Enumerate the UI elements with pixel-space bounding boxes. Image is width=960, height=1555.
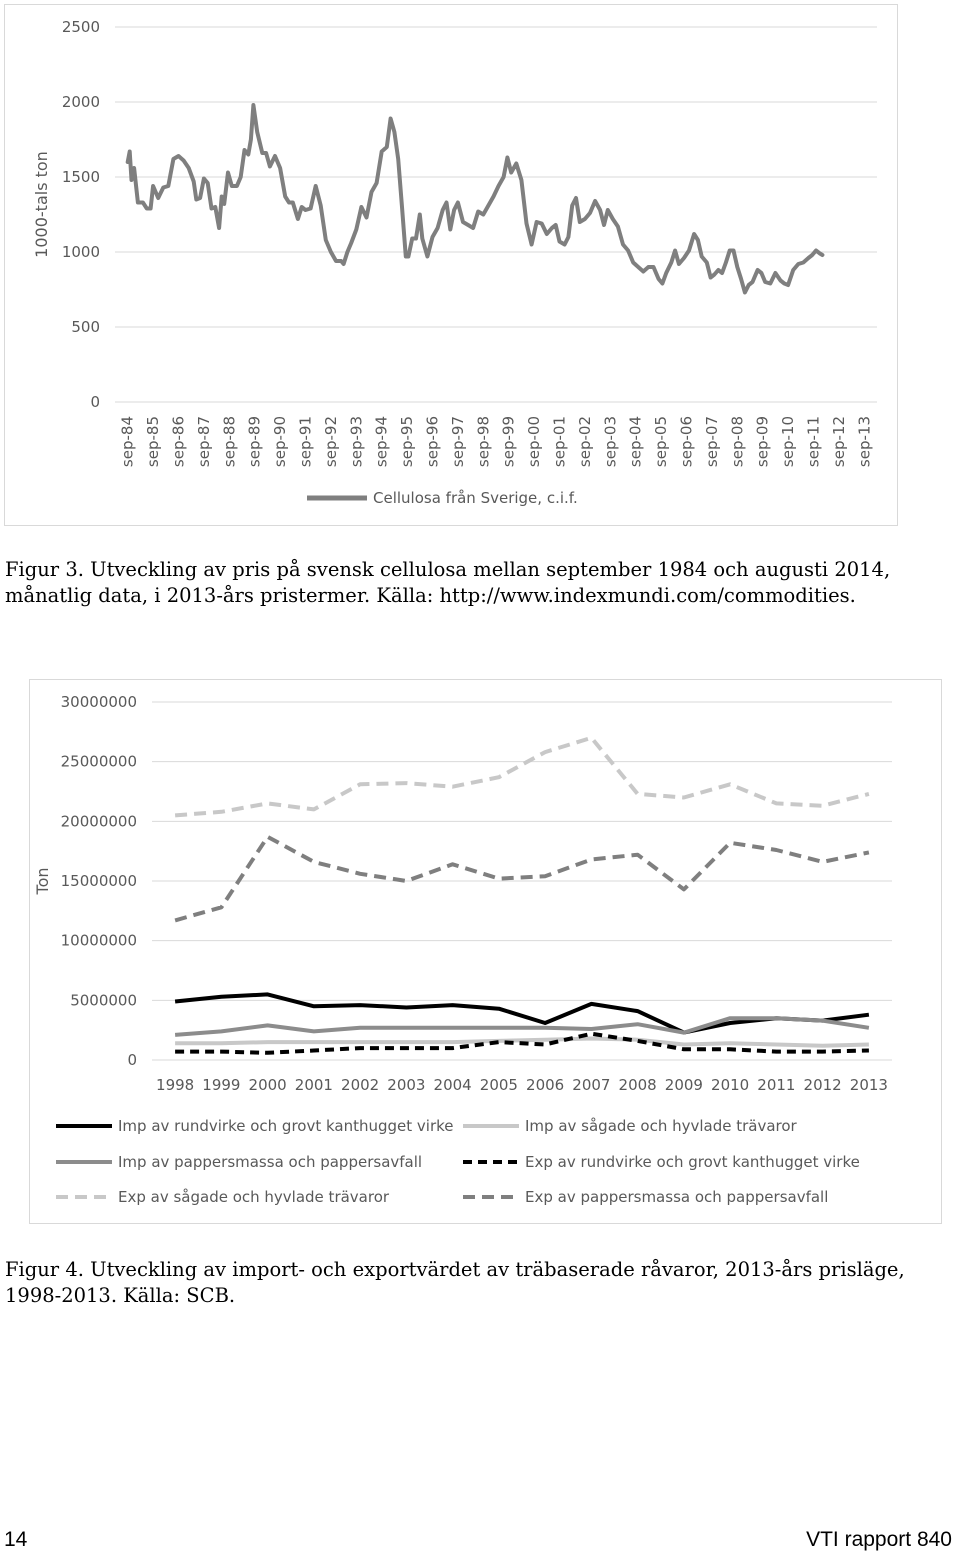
x-tick-label: sep-91 [296, 416, 315, 468]
y-axis-title: 1000-tals ton [32, 151, 51, 258]
figure4-chart [29, 679, 942, 1224]
x-tick-label: 2011 [757, 1076, 796, 1094]
figure4-caption-line1: Figur 4. Utveckling av import- och exportvärdet av träbaserade råvaror, 2013-års prisläge, [5, 1258, 905, 1281]
x-tick-label: 1998 [156, 1076, 195, 1094]
x-tick-label: 2003 [387, 1076, 426, 1094]
x-tick-label: sep-99 [499, 416, 518, 468]
y-tick-label: 10000000 [60, 931, 137, 950]
x-tick-label: sep-84 [118, 416, 137, 468]
x-tick-label: 2000 [248, 1076, 287, 1094]
x-tick-label: 2007 [572, 1076, 611, 1094]
x-tick-label: 2010 [711, 1076, 750, 1094]
x-tick-label: 1999 [202, 1076, 241, 1094]
x-tick-label: sep-86 [169, 416, 188, 468]
x-tick-label: sep-88 [220, 416, 239, 468]
legend-label: Exp av rundvirke och grovt kanthugget virke [525, 1153, 860, 1171]
legend-label: Exp av pappersmassa och pappersavfall [525, 1188, 829, 1206]
y-tick-label: 0 [127, 1051, 137, 1069]
x-tick-label: sep-98 [474, 416, 493, 468]
x-tick-label: sep-87 [194, 416, 213, 468]
x-tick-label: sep-01 [550, 416, 569, 468]
x-tick-label: sep-96 [423, 416, 442, 468]
y-tick-label: 2500 [61, 18, 100, 36]
y-tick-label: 30000000 [60, 693, 137, 711]
x-tick-label: 2004 [433, 1076, 472, 1094]
x-tick-label: sep-93 [347, 416, 366, 468]
x-tick-label: sep-85 [144, 416, 163, 468]
x-tick-label: 2006 [526, 1076, 565, 1094]
legend-label: Imp av rundvirke och grovt kanthugget virke [118, 1117, 454, 1135]
x-tick-label: 2001 [294, 1076, 333, 1094]
x-tick-label: sep-89 [245, 416, 264, 468]
x-tick-label: sep-12 [829, 416, 848, 468]
y-tick-label: 500 [71, 318, 100, 336]
y-tick-label: 20000000 [60, 812, 137, 831]
figure4-caption [5, 1257, 945, 1309]
x-tick-label: sep-11 [804, 416, 823, 468]
report-name: VTI rapport 840 [806, 1528, 952, 1551]
page-number: 14 [4, 1528, 28, 1551]
y-tick-label: 25000000 [60, 752, 137, 771]
x-tick-label: sep-92 [321, 416, 340, 468]
x-tick-label: sep-10 [779, 416, 798, 468]
x-tick-label: sep-07 [702, 416, 721, 468]
x-tick-label: sep-06 [677, 416, 696, 468]
x-tick-label: sep-13 [855, 416, 874, 468]
x-tick-label: 2013 [849, 1076, 888, 1094]
x-tick-label: sep-00 [525, 416, 544, 468]
x-tick-label: 2012 [803, 1076, 842, 1094]
y-tick-label: 15000000 [60, 872, 137, 890]
series-line [128, 105, 823, 293]
y-tick-label: 2000 [61, 93, 100, 111]
x-tick-label: sep-03 [601, 416, 620, 468]
series-line [175, 738, 869, 816]
legend-label: Imp av pappersmassa och pappersavfall [118, 1153, 423, 1171]
x-tick-label: sep-09 [753, 416, 772, 468]
y-tick-label: 1000 [61, 243, 100, 261]
y-tick-label: 5000000 [70, 991, 137, 1010]
legend-label: Exp av sågade och hyvlade trävaror [118, 1188, 390, 1206]
legend-label: Imp av sågade och hyvlade trävaror [525, 1117, 797, 1135]
figure3-caption [5, 557, 945, 609]
x-tick-label: 2005 [479, 1076, 518, 1094]
figure4-caption-line2: 1998-2013. Källa: SCB. [5, 1284, 236, 1307]
figure3-caption-line2: månatlig data, i 2013-års pristermer. Källa: http://www.indexmundi.com/commodities. [5, 584, 856, 607]
x-tick-label: 2002 [341, 1076, 380, 1094]
x-tick-label: sep-90 [271, 416, 290, 468]
x-tick-label: sep-95 [398, 416, 417, 468]
figure3-caption-line1: Figur 3. Utveckling av pris på svensk cellulosa mellan september 1984 och augusti 2014, [5, 558, 891, 581]
figure4-chart-svg [30, 680, 941, 1223]
x-tick-label: sep-05 [652, 416, 671, 468]
y-tick-label: 1500 [61, 168, 100, 186]
y-tick-label: 0 [90, 393, 100, 411]
x-tick-label: sep-02 [575, 416, 594, 468]
x-tick-label: 2009 [664, 1076, 703, 1094]
x-tick-label: sep-94 [372, 416, 391, 468]
series-line [175, 837, 869, 921]
legend-label: Cellulosa från Sverige, c.i.f. [373, 489, 578, 507]
figure3-chart [4, 4, 898, 526]
x-tick-label: sep-04 [626, 416, 645, 468]
x-tick-label: sep-97 [448, 416, 467, 468]
figure3-chart-svg [5, 5, 897, 525]
x-tick-label: 2008 [618, 1076, 657, 1094]
y-axis-title: Ton [33, 867, 52, 895]
x-tick-label: sep-08 [728, 416, 747, 468]
